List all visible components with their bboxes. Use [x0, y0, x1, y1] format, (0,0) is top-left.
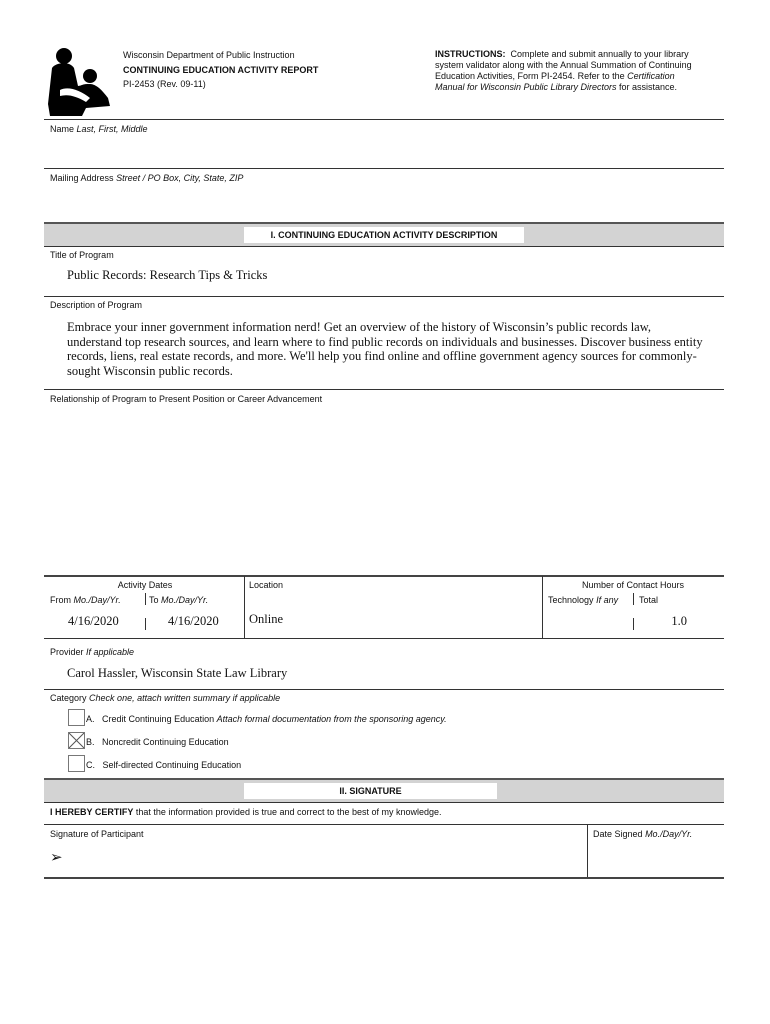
- signature-label: Signature of Participant: [50, 829, 144, 839]
- total-label: Total: [639, 595, 659, 605]
- dpi-logo: [46, 46, 112, 116]
- from-date-label: From Mo./Day/Yr.: [50, 595, 121, 605]
- name-field[interactable]: [66, 145, 706, 165]
- category-b-checkbox[interactable]: [68, 732, 85, 749]
- provider-label: Provider If applicable: [50, 647, 135, 657]
- contact-hours-label: Number of Contact Hours: [581, 580, 685, 590]
- date-signed-field[interactable]: [593, 846, 718, 870]
- category-c-checkbox[interactable]: [68, 755, 85, 772]
- program-description-field[interactable]: Embrace your inner government information nerd! Get an overview of the history of Wisconsin’s public records law, understand top research sources, and learn where to find public records on individuals and businesses. Discover business entity records, liens, real estate records, and more. We'll help you find online and offline government agency sources for commonly- sought Wisconsin public records.: [67, 320, 703, 378]
- certify-statement: I HEREBY CERTIFY that the information provided is true and correct to the best of my knowledge.: [50, 807, 442, 817]
- section1-heading: I. CONTINUING EDUCATION ACTIVITY DESCRIPTION: [244, 227, 524, 243]
- location-label: Location: [249, 580, 284, 590]
- relationship-label: Relationship of Program to Present Position or Career Advancement: [50, 394, 323, 404]
- name-label: Name Last, First, Middle: [50, 124, 148, 134]
- checkmark-x-icon: [69, 733, 84, 748]
- signature-arrow-icon: ➢: [50, 848, 63, 866]
- program-description-label: Description of Program: [50, 300, 143, 310]
- agency-name: Wisconsin Department of Public Instruction: [123, 50, 295, 60]
- mailing-address-field[interactable]: [66, 192, 706, 212]
- activity-dates-label: Activity Dates: [117, 580, 173, 590]
- technology-label: Technology If any: [548, 595, 619, 605]
- to-date-field[interactable]: 4/16/2020: [168, 614, 219, 628]
- from-date-field[interactable]: 4/16/2020: [68, 614, 119, 628]
- relationship-field[interactable]: [66, 412, 706, 562]
- to-date-label: To Mo./Day/Yr.: [149, 595, 209, 605]
- category-c-label: C. Self-directed Continuing Education: [86, 760, 242, 770]
- instructions: INSTRUCTIONS: Complete and submit annually to your library system validator along with the Annual Summation of Continuing Education Activities, Form PI-2454. Refer to the Certification Manual for Wisconsin Public Library Directors for assistance.: [435, 49, 692, 92]
- category-a-label: A. Credit Continuing Education Attach formal documentation from the sponsoring agency.: [86, 714, 447, 724]
- category-a-checkbox[interactable]: [68, 709, 85, 726]
- form-number: PI-2453 (Rev. 09-11): [123, 79, 206, 89]
- location-field[interactable]: Online: [249, 612, 284, 626]
- program-title-label: Title of Program: [50, 250, 114, 260]
- mailing-address-label: Mailing Address Street / PO Box, City, State, ZIP: [50, 173, 244, 183]
- form-title: CONTINUING EDUCATION ACTIVITY REPORT: [123, 65, 319, 75]
- program-title-field[interactable]: Public Records: Research Tips & Tricks: [67, 268, 268, 282]
- category-b-label: B. Noncredit Continuing Education: [86, 737, 229, 747]
- category-label: Category Check one, attach written summary if applicable: [50, 693, 281, 703]
- date-signed-label: Date Signed Mo./Day/Yr.: [593, 829, 693, 839]
- section2-heading: II. SIGNATURE: [244, 783, 497, 799]
- provider-field[interactable]: Carol Hassler, Wisconsin State Law Library: [67, 666, 288, 680]
- total-hours-field[interactable]: 1.0: [671, 614, 687, 628]
- signature-field[interactable]: [70, 846, 570, 870]
